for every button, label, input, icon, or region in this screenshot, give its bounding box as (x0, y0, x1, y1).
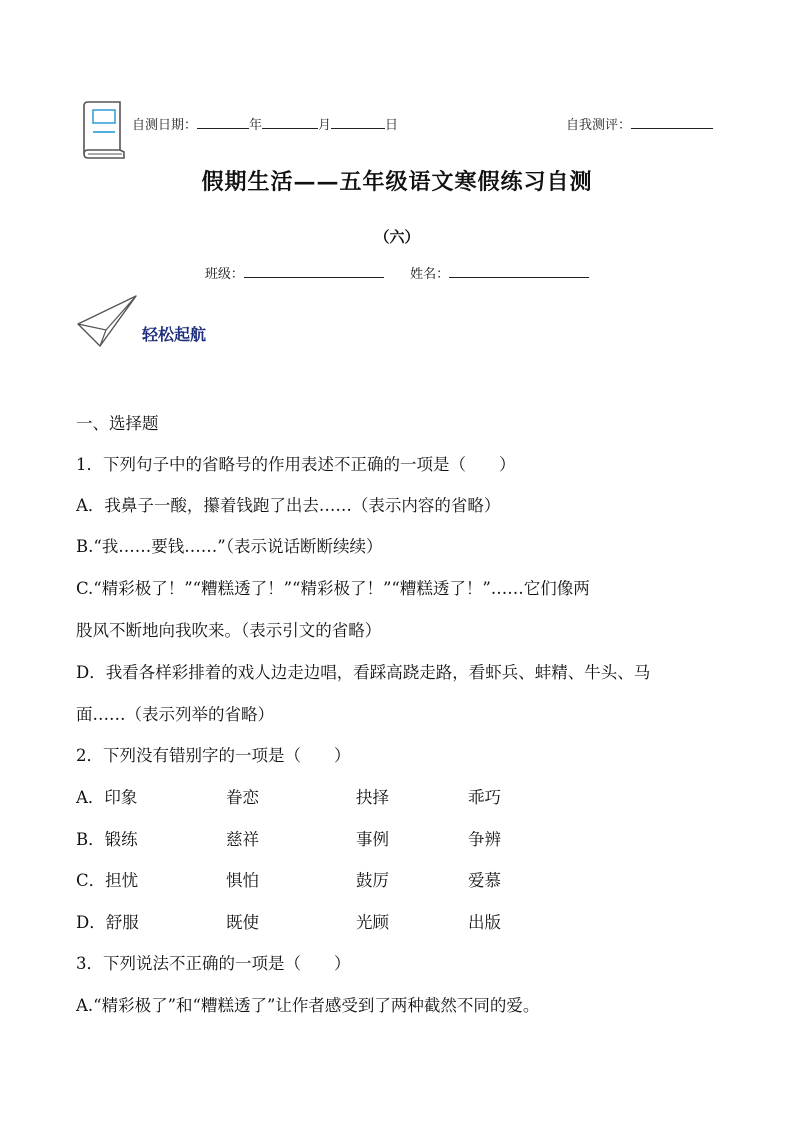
self-test-date (132, 114, 398, 133)
q2-option-c-label: C．担忧 (76, 871, 139, 890)
year-blank (197, 116, 249, 129)
month-blank (262, 116, 318, 129)
q1-option-d-line1: D．我看各样彩排着的戏人边走边唱，看踩高跷走路，看虾兵、蚌精、牛头、马 (76, 663, 651, 682)
q1-option-c-line2: 股风不断地向我吹来。（表示引文的省略） (76, 621, 382, 640)
q1-option-c-line1: C.“精彩极了！”“糟糕透了！”“精彩极了！”“糟糕透了！”……它们像两 (76, 579, 590, 598)
q2-option-b-word2: 慈祥 (226, 830, 259, 849)
q2-option-a-word2: 眷恋 (226, 788, 259, 807)
page-title: 假期生活——五年级语文寒假练习自测 (201, 169, 593, 195)
q1-option-b: B.“我……要钱……”（表示说话断断续续） (76, 537, 383, 556)
q1-option-a: A．我鼻子一酸，攥着钱跑了出去……（表示内容的省略） (76, 496, 501, 515)
q1-option-d-line2: 面……（表示列举的省略） (76, 705, 274, 724)
day-label: 日 (385, 118, 399, 133)
q2-option-b-label: B．锻练 (76, 830, 138, 849)
q2-option-a-label: A．印象 (76, 788, 138, 807)
class-label: 班级： (204, 267, 244, 282)
q2-option-c-word3: 鼓厉 (356, 871, 389, 890)
q2-option-d-label: D．舒服 (76, 913, 139, 932)
q1-stem: 1．下列句子中的省略号的作用表述不正确的一项是（ ） (76, 455, 516, 474)
q2-option-b-word3: 事例 (356, 830, 389, 849)
self-evaluation (566, 114, 713, 133)
day-blank (331, 116, 385, 129)
eval-label: 自我测评： (566, 118, 632, 133)
q2-stem: 2．下列没有错别字的一项是（ ） (76, 746, 351, 765)
month-label: 月 (318, 118, 332, 133)
name-label: 姓名： (410, 267, 450, 282)
q2-option-d-word2: 既使 (226, 913, 259, 932)
q2-option-b-word4: 争辨 (468, 830, 501, 849)
eval-blank (631, 116, 713, 129)
page-subtitle: （六） (374, 228, 420, 246)
q2-option-a-word3: 抉择 (356, 788, 389, 807)
q2-option-c-word2: 惧怕 (226, 871, 259, 890)
date-label: 自测日期： (132, 118, 198, 133)
section-title: 轻松起航 (142, 325, 207, 344)
paper-plane-icon (76, 294, 138, 350)
class-name-row (0, 263, 794, 282)
q2-option-d-word4: 出版 (468, 913, 501, 932)
book-icon (80, 100, 128, 160)
q3-stem: 3．下列说法不正确的一项是（ ） (76, 954, 351, 973)
q2-option-c-word4: 爱慕 (468, 871, 501, 890)
part-heading: 一、选择题 (76, 414, 159, 433)
q2-option-a-word4: 乖巧 (468, 788, 501, 807)
name-blank (449, 265, 589, 278)
class-blank (244, 265, 384, 278)
year-label: 年 (249, 118, 263, 133)
q3-option-a: A.“精彩极了”和“糟糕透了”让作者感受到了两种截然不同的爱。 (76, 996, 540, 1015)
q2-option-d-word3: 光顾 (356, 913, 389, 932)
